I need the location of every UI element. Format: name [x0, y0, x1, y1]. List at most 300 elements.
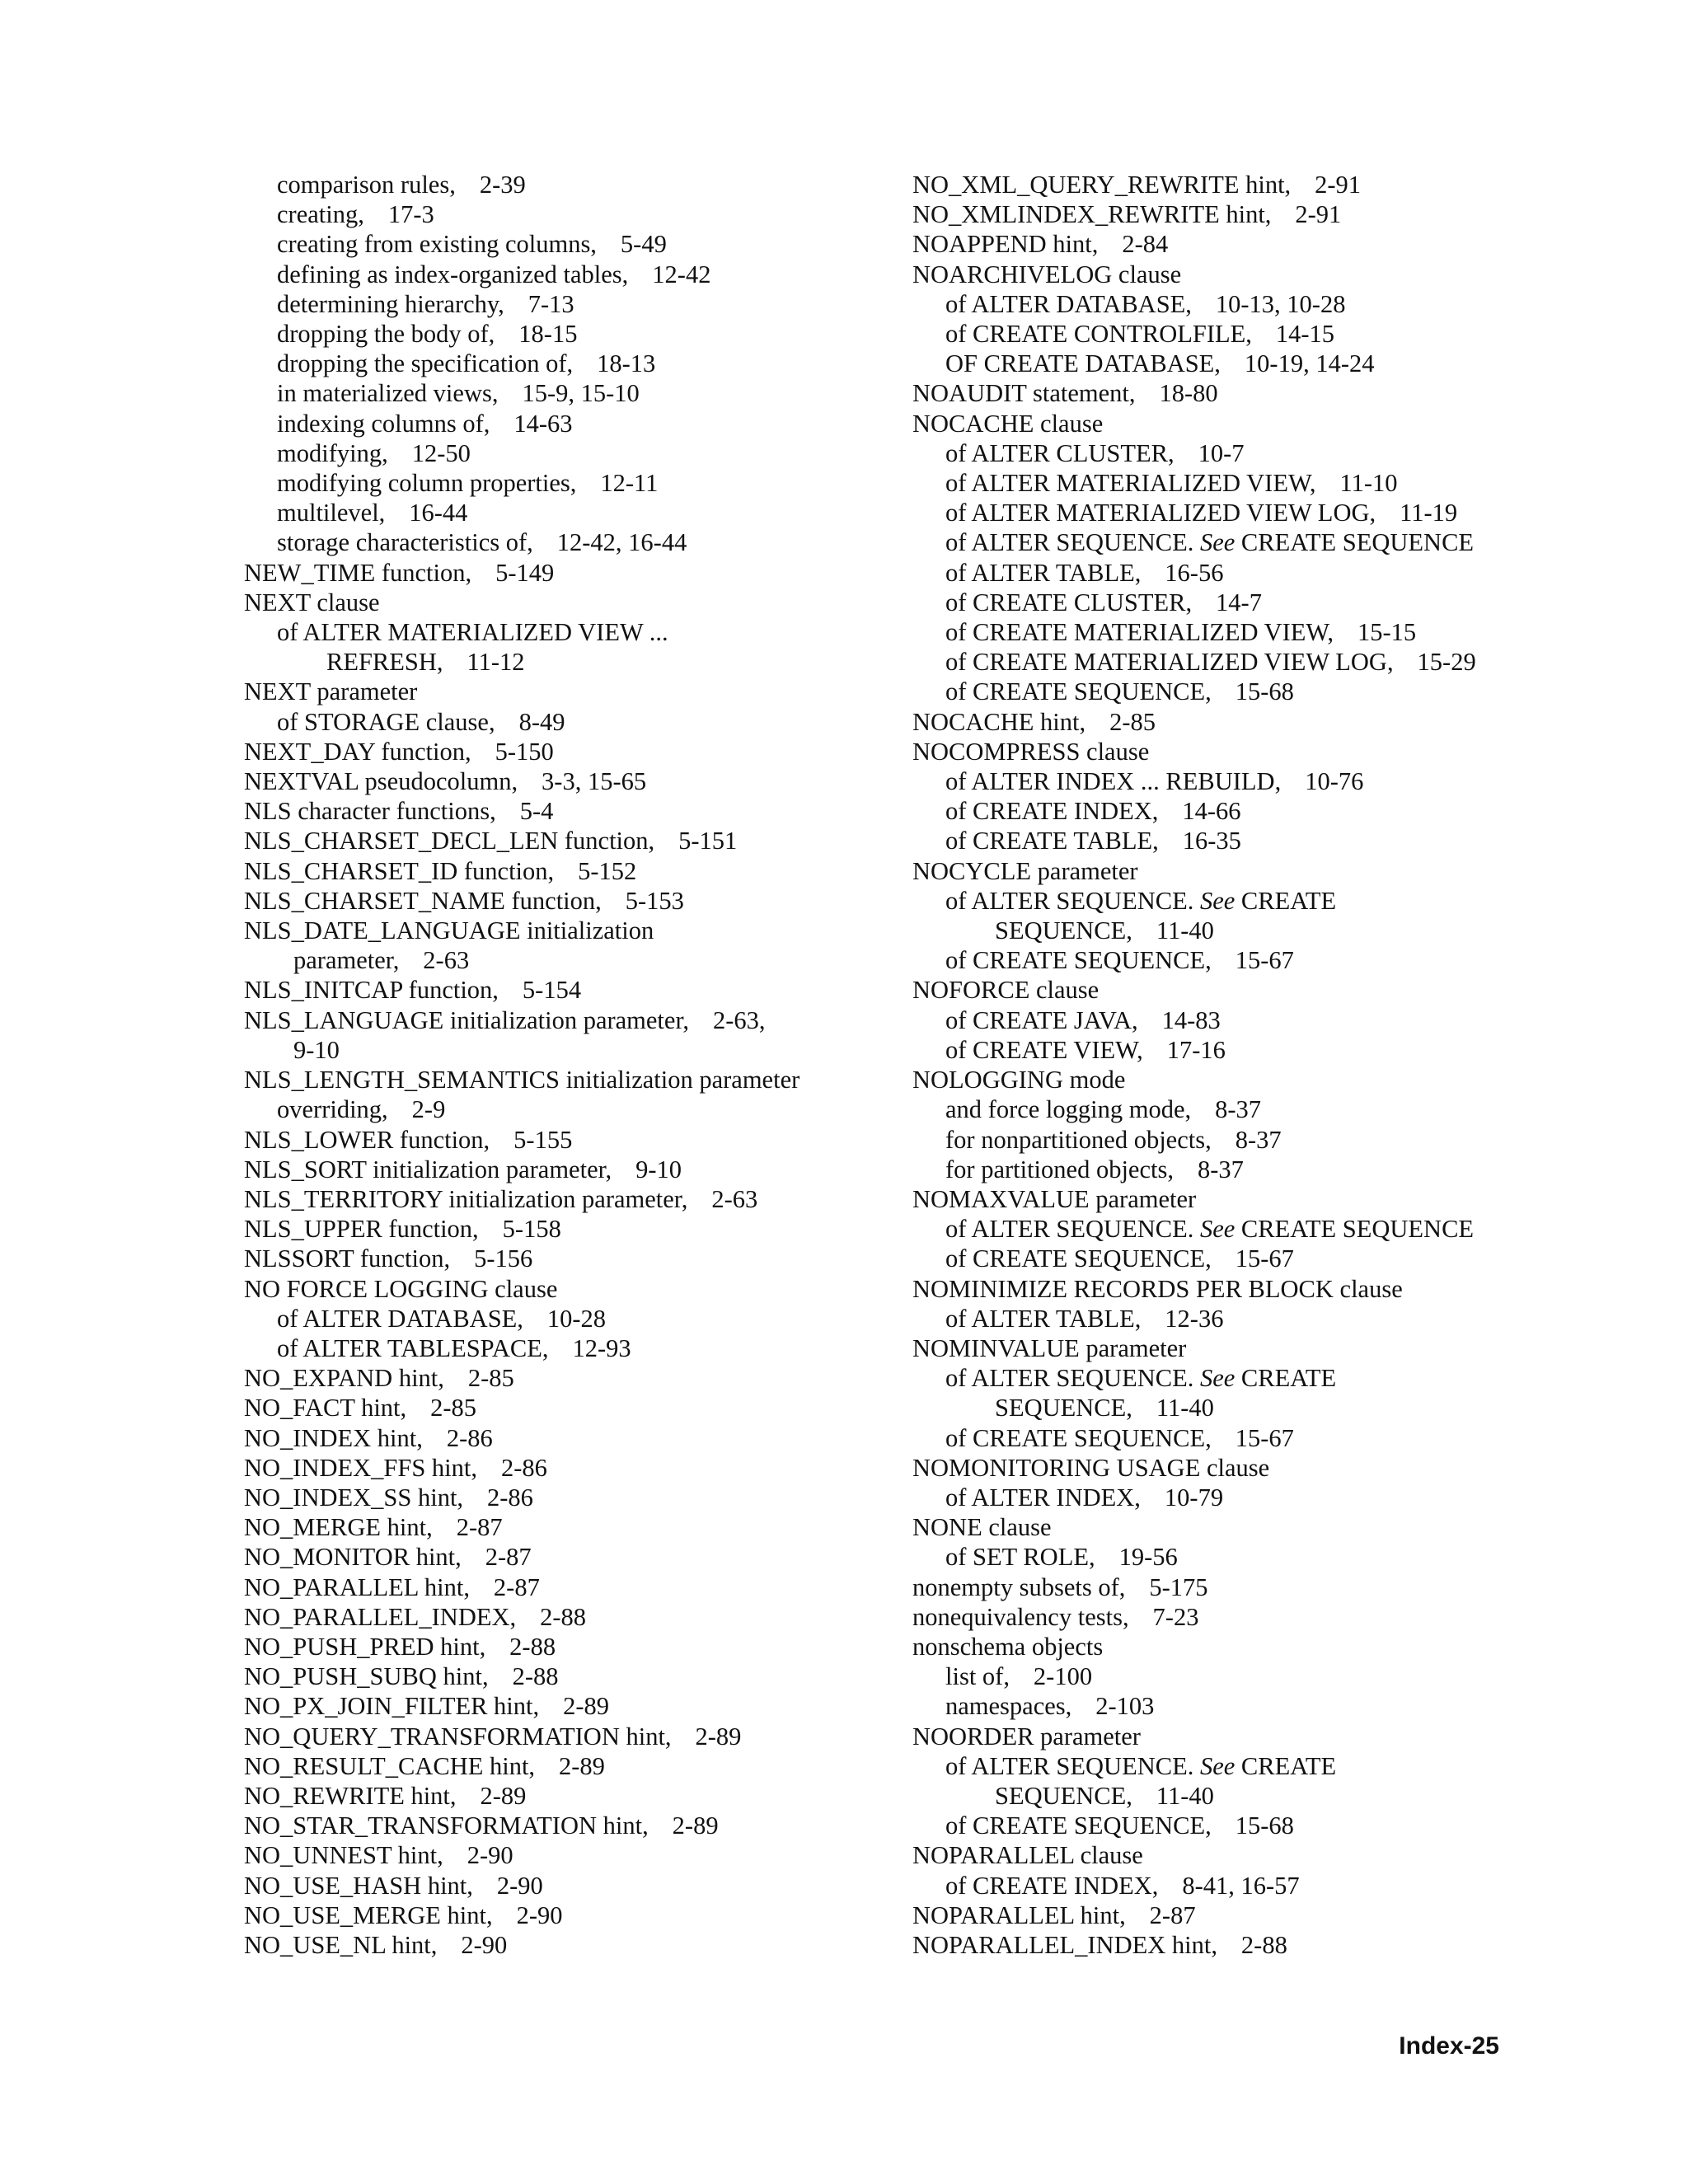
page-reference: 15-9, 15-10 — [522, 379, 640, 408]
index-term: of ALTER INDEX, — [945, 1483, 1141, 1511]
page-reference: 2-85 — [467, 1364, 514, 1393]
index-entry — [244, 677, 870, 706]
index-entry — [912, 1333, 1539, 1363]
page-reference: 2-89 — [563, 1692, 610, 1721]
page-reference: 2-90 — [467, 1841, 513, 1870]
page-reference: 15-67 — [1235, 1423, 1294, 1452]
index-term: and force logging mode, — [945, 1095, 1192, 1124]
index-subentry — [244, 527, 870, 557]
index-subentry — [912, 1483, 1539, 1512]
page-reference: 5-153 — [625, 886, 684, 915]
index-entry — [244, 1751, 870, 1781]
index-term: NOMINVALUE parameter — [912, 1333, 1187, 1362]
index-subentry — [912, 647, 1539, 677]
index-term: parameter, — [293, 946, 400, 975]
index-entry — [912, 199, 1539, 229]
index-term: of CREATE CONTROLFILE, — [945, 320, 1252, 349]
index-term: NOLOGGING mode — [912, 1066, 1126, 1094]
index-entry — [244, 766, 870, 796]
index-term: creating, — [277, 200, 364, 229]
index-term: of CREATE VIEW, — [945, 1035, 1143, 1064]
index-term: NO_INDEX_FFS hint, — [244, 1453, 478, 1482]
index-term: of ALTER TABLE, — [945, 1304, 1142, 1333]
page-reference: 18-80 — [1159, 379, 1218, 408]
index-entry — [244, 588, 870, 617]
index-term: NO_USE_HASH hint, — [244, 1871, 473, 1900]
index-subentry — [912, 916, 1539, 945]
index-term: SEQUENCE, — [995, 1394, 1132, 1422]
page-reference: 16-56 — [1165, 558, 1224, 587]
index-subentry — [912, 558, 1539, 588]
page-reference: 7-13 — [528, 289, 574, 318]
index-subentry — [244, 349, 870, 378]
index-entry — [912, 975, 1539, 1005]
index-term: NOARCHIVELOG clause — [912, 260, 1182, 288]
index-term: NEXT clause — [244, 588, 380, 616]
index-term: NLS_UPPER function, — [244, 1215, 479, 1244]
page-reference: 2-88 — [1240, 1930, 1287, 1959]
page-reference: 10-19, 14-24 — [1244, 349, 1375, 378]
index-term: of CREATE TABLE, — [945, 827, 1159, 855]
index-term: SEQUENCE, — [995, 916, 1132, 945]
index-subentry — [912, 1423, 1539, 1453]
page-reference: 15-68 — [1235, 677, 1294, 706]
index-term: of SET ROLE, — [945, 1543, 1095, 1572]
index-term: NEW_TIME function, — [244, 558, 472, 587]
page-reference: 2-90 — [496, 1871, 543, 1900]
index-term: NLS_CHARSET_DECL_LEN function, — [244, 827, 655, 855]
index-term: NLSSORT function, — [244, 1244, 451, 1273]
index-subentry — [912, 1005, 1539, 1035]
page-reference: 16-44 — [409, 499, 468, 527]
index-subentry — [912, 1094, 1539, 1124]
index-entry — [244, 1602, 870, 1632]
page-reference: 2-91 — [1295, 200, 1342, 229]
index-term: modifying column properties, — [277, 469, 577, 498]
index-entry — [912, 1900, 1539, 1930]
page-reference: 2-89 — [695, 1722, 742, 1750]
page-reference: 11-40 — [1156, 1781, 1214, 1810]
index-subentry — [912, 1811, 1539, 1840]
index-entry — [244, 1244, 870, 1273]
index-term: NO_REWRITE hint, — [244, 1781, 457, 1810]
index-term: of CREATE SEQUENCE, — [945, 1244, 1212, 1273]
index-term: NO_PUSH_SUBQ hint, — [244, 1662, 489, 1691]
index-entry — [912, 856, 1539, 886]
index-term: NO_FACT hint, — [244, 1394, 407, 1422]
index-term: NO_PARALLEL hint, — [244, 1572, 470, 1601]
page-reference: 2-63 — [423, 946, 470, 975]
index-subentry — [912, 319, 1539, 349]
index-subentry — [912, 1691, 1539, 1721]
page-reference: 10-28 — [546, 1304, 607, 1333]
index-entry — [912, 1512, 1539, 1542]
index-subentry — [244, 707, 870, 737]
index-subentry — [244, 409, 870, 438]
index-subentry — [912, 1871, 1539, 1900]
page-reference: 7-23 — [1152, 1602, 1199, 1631]
index-term: NEXTVAL pseudocolumn, — [244, 767, 518, 796]
index-term: NLS_CHARSET_ID function, — [244, 856, 555, 885]
page-reference: 15-29 — [1417, 648, 1476, 677]
index-term: NO_RESULT_CACHE hint, — [244, 1751, 536, 1780]
see-target: CREATE — [1240, 886, 1337, 915]
index-entry — [912, 1274, 1539, 1304]
index-subentry — [244, 229, 870, 259]
page-reference: 17-3 — [387, 200, 434, 229]
page-reference: 8-37 — [1235, 1125, 1282, 1154]
index-entry — [244, 1483, 870, 1512]
index-term: NOCACHE clause — [912, 409, 1104, 438]
index-term: of STORAGE clause, — [277, 707, 495, 736]
index-subentry — [244, 617, 870, 647]
index-entry — [244, 1125, 870, 1155]
index-entry — [244, 1840, 870, 1870]
page-reference: 5-156 — [474, 1244, 533, 1273]
index-term: of ALTER TABLESPACE, — [277, 1333, 549, 1362]
page-reference: 2-39 — [479, 171, 526, 199]
page-reference: 5-155 — [513, 1125, 573, 1154]
index-term: nonschema objects — [912, 1632, 1104, 1661]
page-reference: 2-103 — [1095, 1692, 1155, 1721]
index-entry — [244, 558, 870, 588]
see-reference: See — [1199, 528, 1236, 557]
index-subentry — [912, 826, 1539, 855]
page-reference: 10-79 — [1164, 1483, 1224, 1511]
index-subentry — [244, 260, 870, 289]
index-entry — [912, 1930, 1539, 1960]
page-reference: 16-35 — [1182, 827, 1241, 855]
index-term: of ALTER MATERIALIZED VIEW LOG, — [945, 499, 1376, 527]
index-term: NLS_CHARSET_NAME function, — [244, 886, 602, 915]
index-term: NLS_LENGTH_SEMANTICS initialization parameter — [244, 1066, 800, 1094]
page-reference: 2-9 — [411, 1095, 446, 1124]
index-subentry — [912, 438, 1539, 468]
index-term: NO_QUERY_TRANSFORMATION hint, — [244, 1722, 672, 1750]
page-reference: 5-152 — [578, 856, 637, 885]
index-subentry — [912, 1781, 1539, 1811]
index-term: NO_USE_NL hint, — [244, 1930, 438, 1959]
index-entry — [244, 796, 870, 826]
index-subentry — [912, 1542, 1539, 1572]
page-reference: 15-68 — [1235, 1811, 1294, 1840]
page-reference: 14-83 — [1161, 1005, 1221, 1034]
index-entry — [912, 378, 1539, 408]
index-entry — [912, 1184, 1539, 1214]
index-term: NOCOMPRESS clause — [912, 737, 1150, 766]
index-subentry — [244, 289, 870, 319]
index-term: NO_USE_MERGE hint, — [244, 1900, 493, 1929]
see-target: CREATE — [1240, 1751, 1337, 1780]
page-reference: 5-151 — [678, 827, 738, 855]
page-reference: 2-89 — [480, 1781, 527, 1810]
index-term: NO_XMLINDEX_REWRITE hint, — [912, 200, 1272, 229]
page-folio: Index-25 — [1399, 2032, 1499, 2060]
index-term: NO_PX_JOIN_FILTER hint, — [244, 1692, 540, 1721]
index-term: creating from existing columns, — [277, 230, 597, 259]
page-reference: 2-89 — [559, 1751, 605, 1780]
page-reference: 8-37 — [1197, 1155, 1244, 1183]
page-reference: 14-7 — [1216, 588, 1262, 616]
index-term: defining as index-organized tables, — [277, 260, 629, 288]
index-term: NOCACHE hint, — [912, 707, 1086, 736]
index-subentry — [912, 945, 1539, 975]
index-term: of CREATE SEQUENCE, — [945, 1423, 1212, 1452]
index-term: of CREATE SEQUENCE, — [945, 1811, 1212, 1840]
index-subentry — [244, 438, 870, 468]
index-term: of ALTER SEQUENCE. — [945, 886, 1194, 915]
index-term: of CREATE MATERIALIZED VIEW LOG, — [945, 648, 1394, 677]
index-term: multilevel, — [277, 499, 386, 527]
index-term: of ALTER SEQUENCE. — [945, 1751, 1194, 1780]
index-term: of ALTER INDEX ... REBUILD, — [945, 767, 1282, 796]
see-target: CREATE SEQUENCE — [1240, 1215, 1475, 1244]
page-reference: 11-10 — [1339, 469, 1398, 498]
index-entry — [244, 1781, 870, 1811]
index-term: of CREATE JAVA, — [945, 1005, 1138, 1034]
index-subentry — [912, 766, 1539, 796]
page-reference: 11-12 — [467, 648, 525, 677]
index-term: NO_MONITOR hint, — [244, 1543, 462, 1572]
index-subentry — [244, 1304, 870, 1333]
index-term: NO_MERGE hint, — [244, 1513, 433, 1542]
page-reference: 2-86 — [500, 1453, 547, 1482]
index-entry — [244, 1900, 870, 1930]
index-subentry — [244, 1333, 870, 1363]
index-subentry — [912, 677, 1539, 706]
index-entry — [244, 1722, 870, 1751]
index-term: of CREATE SEQUENCE, — [945, 946, 1212, 975]
index-term: NOFORCE clause — [912, 976, 1100, 1005]
index-term: dropping the specification of, — [277, 349, 574, 378]
page-reference: 5-49 — [620, 230, 667, 259]
page-reference: 19-56 — [1118, 1543, 1178, 1572]
page-reference: 2-89 — [672, 1811, 719, 1840]
page-reference: 2-63, — [712, 1005, 766, 1034]
page-reference: 2-86 — [446, 1423, 493, 1452]
index-subentry — [912, 1125, 1539, 1155]
page-reference: 5-154 — [522, 976, 582, 1005]
index-term: of CREATE INDEX, — [945, 797, 1159, 826]
index-entry — [244, 975, 870, 1005]
page-reference: 18-15 — [518, 320, 578, 349]
index-term: NO_INDEX_SS hint, — [244, 1483, 464, 1511]
index-term: NOMAXVALUE parameter — [912, 1184, 1197, 1213]
index-entry — [244, 1393, 870, 1422]
index-entry — [912, 409, 1539, 438]
index-entry — [912, 1065, 1539, 1094]
index-subentry — [912, 289, 1539, 319]
index-term: NOMINIMIZE RECORDS PER BLOCK clause — [912, 1274, 1403, 1303]
index-term: NO FORCE LOGGING clause — [244, 1274, 558, 1303]
index-term: NO_XML_QUERY_REWRITE hint, — [912, 171, 1292, 199]
index-subentry — [912, 1363, 1539, 1393]
index-subentry — [244, 199, 870, 229]
see-reference: See — [1199, 1751, 1236, 1780]
page-reference: 2-87 — [493, 1572, 540, 1601]
index-entry — [244, 1871, 870, 1900]
page-reference: 8-41, 16-57 — [1182, 1871, 1300, 1900]
index-entry — [244, 1930, 870, 1960]
index-term: of ALTER SEQUENCE. — [945, 1215, 1194, 1244]
index-term: NOORDER parameter — [912, 1722, 1141, 1750]
index-subentry — [244, 468, 870, 498]
index-term: dropping the body of, — [277, 320, 495, 349]
index-entry — [912, 707, 1539, 737]
index-term: NONE clause — [912, 1513, 1052, 1542]
index-term: storage characteristics of, — [277, 528, 533, 557]
page-reference: 2-88 — [540, 1602, 587, 1631]
index-subentry — [244, 647, 870, 677]
index-term: NO_STAR_TRANSFORMATION hint, — [244, 1811, 649, 1840]
page-reference: 2-85 — [1109, 707, 1156, 736]
index-subentry — [244, 319, 870, 349]
index-subentry — [912, 1155, 1539, 1184]
page-reference: 10-7 — [1198, 438, 1245, 467]
index-subentry — [244, 945, 870, 975]
index-subentry — [244, 498, 870, 527]
index-entry — [912, 1453, 1539, 1483]
page-reference: 10-76 — [1305, 767, 1364, 796]
index-entry — [244, 1811, 870, 1840]
see-reference: See — [1199, 1364, 1236, 1393]
index-term: SEQUENCE, — [995, 1781, 1132, 1810]
index-term: NLS_SORT initialization parameter, — [244, 1155, 612, 1183]
index-entry — [244, 1632, 870, 1661]
page-reference: 14-15 — [1275, 320, 1335, 349]
index-entry — [912, 1632, 1539, 1661]
page-reference: 15-67 — [1235, 946, 1294, 975]
index-term: list of, — [945, 1662, 1010, 1691]
index-entry — [912, 1722, 1539, 1751]
index-term: NO_PARALLEL_INDEX, — [244, 1602, 517, 1631]
index-term: NLS_LOWER function, — [244, 1125, 490, 1154]
index-term: NOPARALLEL clause — [912, 1841, 1143, 1870]
index-term: NOCYCLE parameter — [912, 856, 1138, 885]
index-term: for partitioned objects, — [945, 1155, 1174, 1183]
index-subentry — [912, 1304, 1539, 1333]
index-term: for nonpartitioned objects, — [945, 1125, 1212, 1154]
index-term: modifying, — [277, 438, 388, 467]
index-subentry — [912, 1035, 1539, 1065]
index-term: of CREATE CLUSTER, — [945, 588, 1193, 616]
index-term: NOPARALLEL hint, — [912, 1900, 1126, 1929]
index-subentry — [244, 378, 870, 408]
index-entry — [244, 1572, 870, 1602]
page-reference: 9-10 — [635, 1155, 682, 1183]
index-term: of CREATE MATERIALIZED VIEW, — [945, 618, 1334, 647]
index-subentry — [912, 1214, 1539, 1244]
page-reference: 11-19 — [1400, 499, 1458, 527]
page-reference: 2-88 — [512, 1662, 559, 1691]
index-term: of ALTER SEQUENCE. — [945, 528, 1194, 557]
index-subentry — [912, 588, 1539, 617]
page-reference: 2-87 — [1149, 1900, 1196, 1929]
index-term: nonempty subsets of, — [912, 1572, 1126, 1601]
page-reference: 8-37 — [1215, 1095, 1262, 1124]
index-subentry — [912, 498, 1539, 527]
index-subentry — [912, 1244, 1539, 1273]
index-term: of ALTER MATERIALIZED VIEW ... — [277, 618, 668, 647]
index-entry — [244, 1065, 870, 1094]
index-entry — [244, 1274, 870, 1304]
page-reference: 15-67 — [1235, 1244, 1294, 1273]
index-term: NEXT parameter — [244, 677, 418, 706]
page-reference: 2-84 — [1122, 230, 1169, 259]
index-column-left — [244, 170, 870, 1960]
index-term: overriding, — [277, 1095, 388, 1124]
page-reference: 2-90 — [516, 1900, 563, 1929]
index-entry — [244, 1661, 870, 1691]
index-entry — [912, 229, 1539, 259]
index-term: NLS character functions, — [244, 797, 496, 826]
page-reference: 5-4 — [519, 797, 554, 826]
index-term: NLS_TERRITORY initialization parameter, — [244, 1184, 688, 1213]
see-target: CREATE SEQUENCE — [1240, 528, 1475, 557]
page-reference: 15-15 — [1357, 618, 1417, 647]
index-entry — [912, 260, 1539, 289]
page-reference: 2-86 — [487, 1483, 533, 1511]
index-entry — [244, 826, 870, 855]
index-term: of CREATE SEQUENCE, — [945, 677, 1212, 706]
index-subentry — [912, 886, 1539, 916]
page-reference: 12-36 — [1165, 1304, 1224, 1333]
page-reference: 2-88 — [509, 1632, 556, 1661]
index-entry — [244, 916, 870, 945]
page-reference: 2-63 — [711, 1184, 758, 1213]
index-term: REFRESH, — [326, 648, 443, 677]
page-reference: 2-91 — [1315, 171, 1362, 199]
page-reference: 14-66 — [1182, 797, 1241, 826]
page-reference: 2-90 — [461, 1930, 508, 1959]
index-term: of ALTER TABLE, — [945, 558, 1142, 587]
index-entry — [244, 1155, 870, 1184]
index-subentry — [912, 617, 1539, 647]
index-term: NO_UNNEST hint, — [244, 1841, 443, 1870]
index-entry — [244, 1423, 870, 1453]
index-entry — [244, 1184, 870, 1214]
see-reference: See — [1199, 1215, 1236, 1244]
index-term: NOAPPEND hint, — [912, 230, 1099, 259]
page-reference: 5-175 — [1149, 1572, 1208, 1601]
index-term: in materialized views, — [277, 379, 499, 408]
page-reference: 2-87 — [485, 1543, 532, 1572]
index-subentry — [912, 468, 1539, 498]
index-entry — [244, 856, 870, 886]
index-term: NOPARALLEL_INDEX hint, — [912, 1930, 1217, 1959]
page-reference: 2-85 — [430, 1394, 477, 1422]
index-entry — [244, 1453, 870, 1483]
index-column-right — [912, 170, 1539, 1960]
index-term: of CREATE INDEX, — [945, 1871, 1159, 1900]
index-subentry — [912, 527, 1539, 557]
index-term: comparison rules, — [277, 171, 456, 199]
index-entry — [244, 886, 870, 916]
page-reference: 10-13, 10-28 — [1215, 289, 1346, 318]
page-reference: 17-16 — [1166, 1035, 1226, 1064]
page-reference: 11-40 — [1156, 916, 1214, 945]
page-reference: 12-42 — [652, 260, 711, 288]
index-subentry — [912, 1751, 1539, 1781]
page-reference: 5-150 — [495, 737, 554, 766]
page-reference: 18-13 — [597, 349, 656, 378]
index-term: NO_INDEX hint, — [244, 1423, 423, 1452]
see-reference: See — [1199, 886, 1236, 915]
index-term: nonequivalency tests, — [912, 1602, 1129, 1631]
index-entry — [912, 170, 1539, 199]
index-subentry — [912, 796, 1539, 826]
page-reference: 5-149 — [495, 558, 555, 587]
